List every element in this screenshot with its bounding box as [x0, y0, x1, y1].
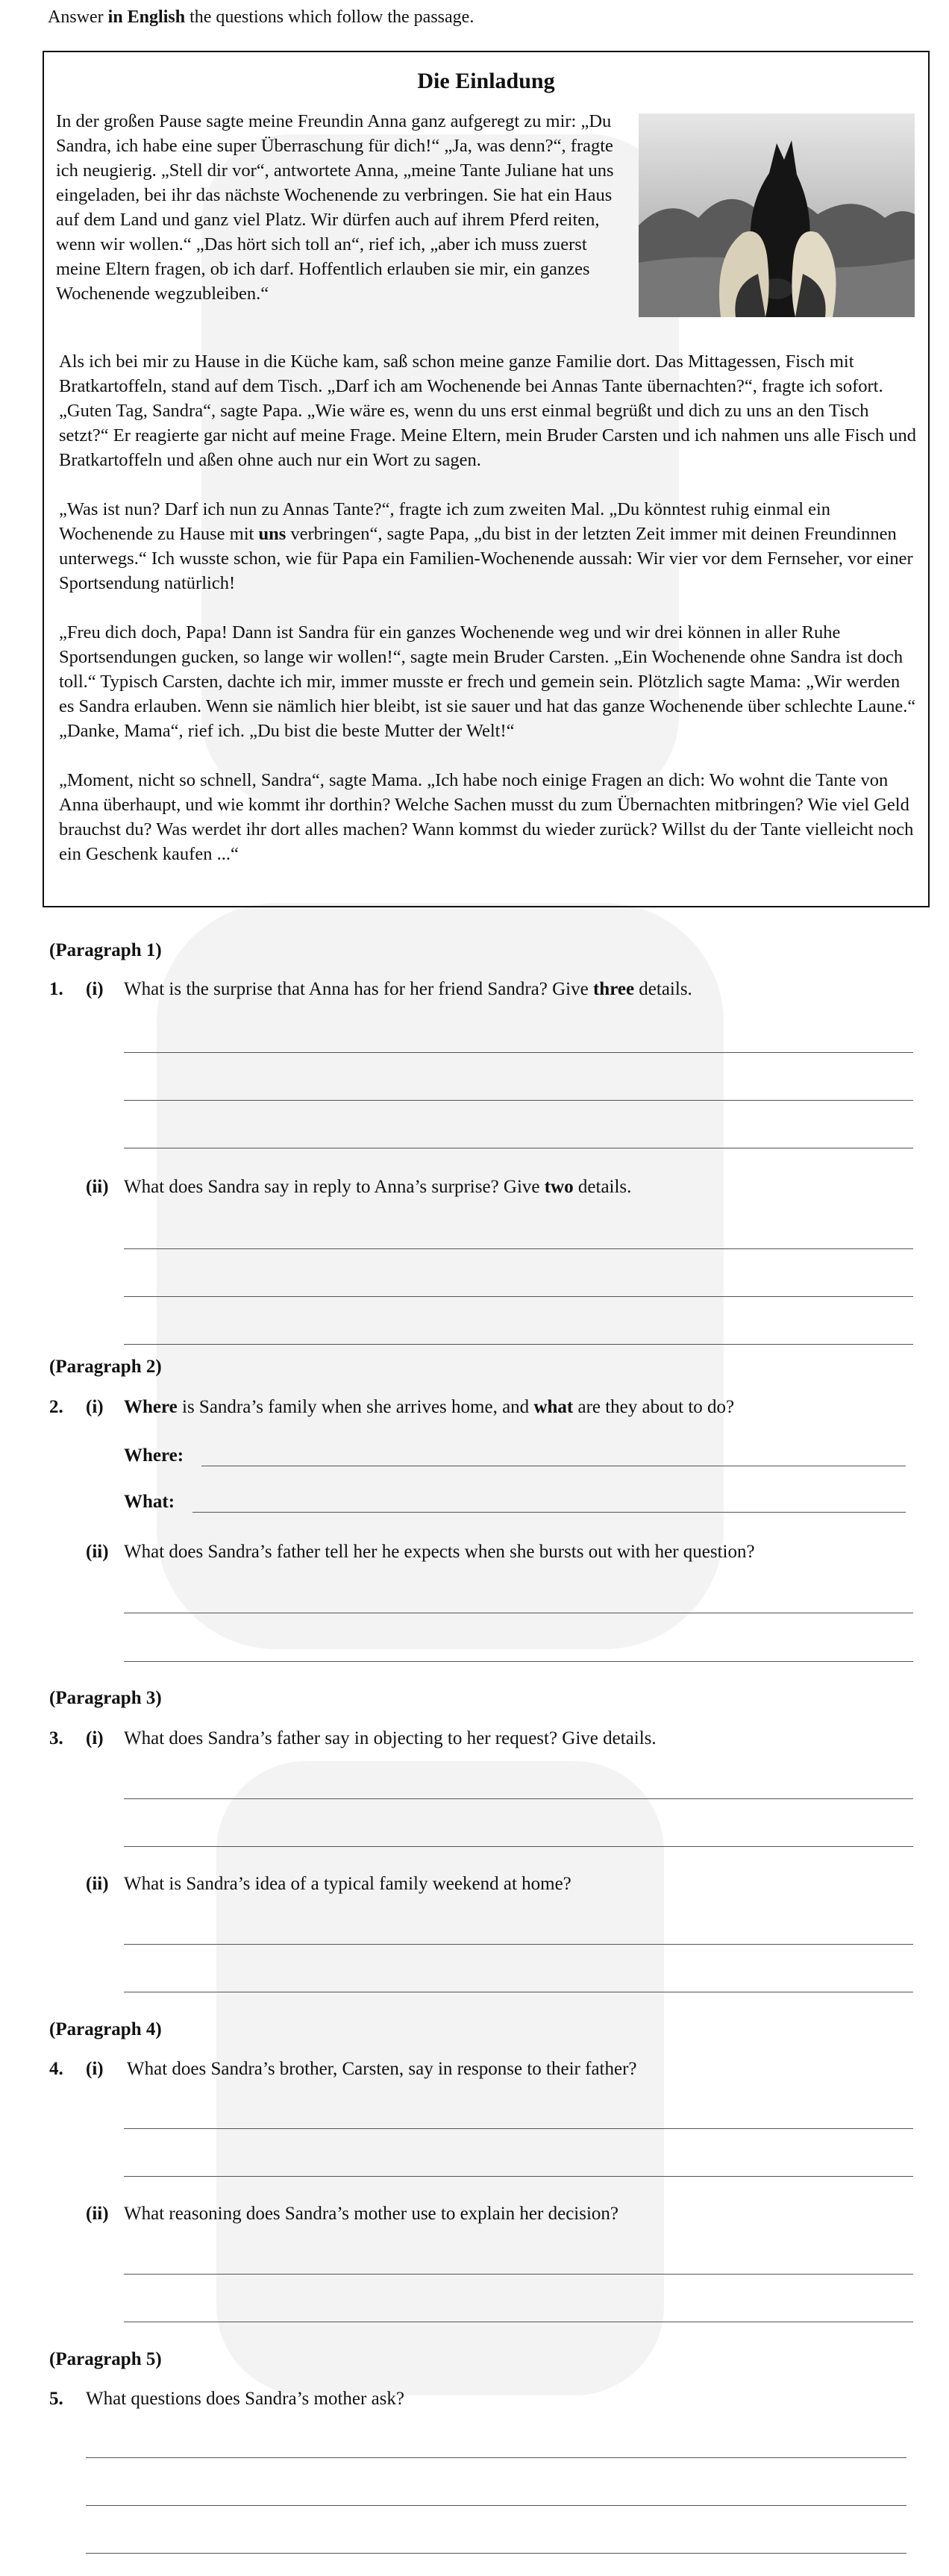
horse-photo [639, 113, 915, 317]
question-1-ii-text: What does Sandra say in reply to Anna’s surprise? Give two details. [124, 1177, 632, 1197]
question-4-ii-text: What reasoning does Sandra’s mother use to explain her decision? [124, 2204, 619, 2224]
answer-line[interactable] [124, 1798, 913, 1799]
passage-paragraph-5: „Moment, nicht so schnell, Sandra“, sagte Mama. „Ich habe noch einige Fragen an dich: Wo wohnt die Tante von Anna überhaupt, und wie kommt ihr dorthin? Welche Sachen musst du zum Übernachten mitbringen? Wie viel Geld brauchst du? Was werdet ihr dort alles machen? Wann kommst du wieder zurück? Willst du der Tante vielleicht noch ein Geschenk kaufen ...“ [59, 770, 914, 864]
answer-line[interactable] [124, 1052, 913, 1053]
question-4-i-text: What does Sandra’s brother, Carsten, say in response to their father? [127, 2059, 637, 2079]
question-4-ii-label: (ii) [86, 2204, 109, 2224]
passage-box [43, 51, 930, 907]
section-heading-5: (Paragraph 5) [49, 2349, 162, 2369]
question-3-ii-label: (ii) [86, 1874, 109, 1894]
answer-line[interactable] [124, 1344, 913, 1345]
answer-line[interactable] [124, 1248, 913, 1249]
passage-paragraph-3: „Was ist nun? Darf ich nun zu Annas Tante?“, fragte ich zum zweiten Mal. „Du könntest ruhig einmal ein Wochenende zu Hause mit uns verbringen“, sagte Papa, „du bist in der letzten Zeit immer mit deinen Freundinnen unterwegs.“ Ich wusste schon, wie für Papa ein Familien-Wochenende aussah: Wir vier vor dem Fernseher, vor einer Sportsendung natürlich! [59, 499, 913, 593]
passage-paragraph-2: Als ich bei mir zu Hause in die Küche kam, saß schon meine ganze Familie dort. Das Mittagessen, Fisch mit Bratkartoffeln, stand auf dem Tisch. „Darf ich am Wochenende bei Annas Tante übernachten?“, fragte ich sofort. „Guten Tag, Sandra“, sagte Papa. „Wie wäre es, wenn du uns erst einmal begrüßt und dich zu uns an den Tisch setzt?“ Er reagierte gar nicht auf meine Frage. Meine Eltern, mein Bruder Carsten und ich nahmen uns alle Fisch und Bratkartoffeln und aßen ohne auch nur ein Wort zu sagen. [59, 351, 917, 470]
question-number-3: 3. [49, 1728, 63, 1748]
question-1-i-label: (i) [86, 979, 104, 999]
question-3-i-label: (i) [86, 1728, 104, 1748]
question-1-i-text: What is the surprise that Anna has for her friend Sandra? Give three details. [124, 979, 692, 999]
question-number-2: 2. [49, 1397, 63, 1417]
question-3-i-text: What does Sandra’s father say in objecting to her request? Give details. [124, 1728, 657, 1748]
where-label: Where: [124, 1445, 184, 1466]
question-2-i-label: (i) [86, 1397, 104, 1417]
horse-photo-illustration [639, 113, 915, 317]
answer-line[interactable] [124, 1661, 913, 1662]
section-heading-2: (Paragraph 2) [49, 1357, 162, 1377]
passage-paragraph-1: In der großen Pause sagte meine Freundin Anna ganz aufgeregt zu mir: „Du Sandra, ich habe eine super Überraschung für dich!“ „Ja, was denn?“, fragte ich neugierig. „Stell dir vor“, antwortete Anna, „meine Tante Juliane hat uns eingeladen, bei ihr das nächste Wochenende zu verbringen. Sie hat ein Haus auf dem Land und ganz viel Platz. Wir dürfen auch auf ihrem Pferd reiten, wenn wir wollen.“ „Das hört sich toll an“, rief ich, „aber ich muss zuerst meine Eltern fragen, ob ich darf. Hoffentlich erlauben sie mir, ein ganzes Wochenende wegzubleiben.“ [56, 111, 614, 304]
question-4-i-label: (i) [86, 2059, 104, 2079]
section-heading-1: (Paragraph 1) [49, 940, 162, 960]
answer-line[interactable] [86, 2457, 906, 2458]
question-5-text: What questions does Sandra’s mother ask? [86, 2389, 404, 2409]
section-heading-3: (Paragraph 3) [49, 1688, 162, 1708]
question-2-ii-label: (ii) [86, 1542, 109, 1562]
answer-line[interactable] [86, 2505, 906, 2506]
question-3-ii-text: What is Sandra’s idea of a typical family weekend at home? [124, 1874, 571, 1894]
section-heading-4: (Paragraph 4) [49, 2019, 162, 2039]
what-label: What: [124, 1492, 175, 1512]
question-number-1: 1. [49, 979, 63, 999]
answer-line[interactable] [86, 2553, 906, 2554]
question-2-ii-text: What does Sandra’s father tell her he expects when she bursts out with her question? [124, 1542, 755, 1562]
passage-paragraph-4: „Freu dich doch, Papa! Dann ist Sandra für ein ganzes Wochenende weg und wir drei können in aller Ruhe Sportsendungen gucken, so lange wir wollen!“, sagte mein Bruder Carsten. „Ein Wochenende ohne Sandra ist doch toll.“ Typisch Carsten, dachte ich mir, immer musste er frech und gemein sein. Plötzlich sagte Mama: „Wir werden es Sandra erlauben. Wenn sie nämlich hier bleibt, ist sie sauer und hat das ganze Wochenende über schlechte Laune.“ „Danke, Mama“, rief ich. „Du bist die beste Mutter der Welt!“ [59, 622, 916, 741]
answer-line[interactable] [124, 2274, 913, 2275]
answer-line[interactable] [124, 1846, 913, 1847]
question-2-i-text: Where is Sandra’s family when she arrives home, and what are they about to do? [124, 1397, 735, 1417]
question-1-ii-label: (ii) [86, 1177, 109, 1197]
answer-line[interactable] [124, 2128, 913, 2129]
answer-line[interactable] [124, 1100, 913, 1101]
answer-line[interactable] [124, 2176, 913, 2177]
passage-title: Die Einladung [417, 69, 555, 93]
question-number-4: 4. [49, 2059, 63, 2079]
what-answer-line[interactable] [192, 1512, 906, 1513]
answer-line[interactable] [124, 1944, 913, 1945]
question-number-5: 5. [49, 2389, 63, 2409]
instruction-text: Answer in English the questions which follow the passage. [48, 7, 474, 27]
answer-line[interactable] [124, 1296, 913, 1297]
